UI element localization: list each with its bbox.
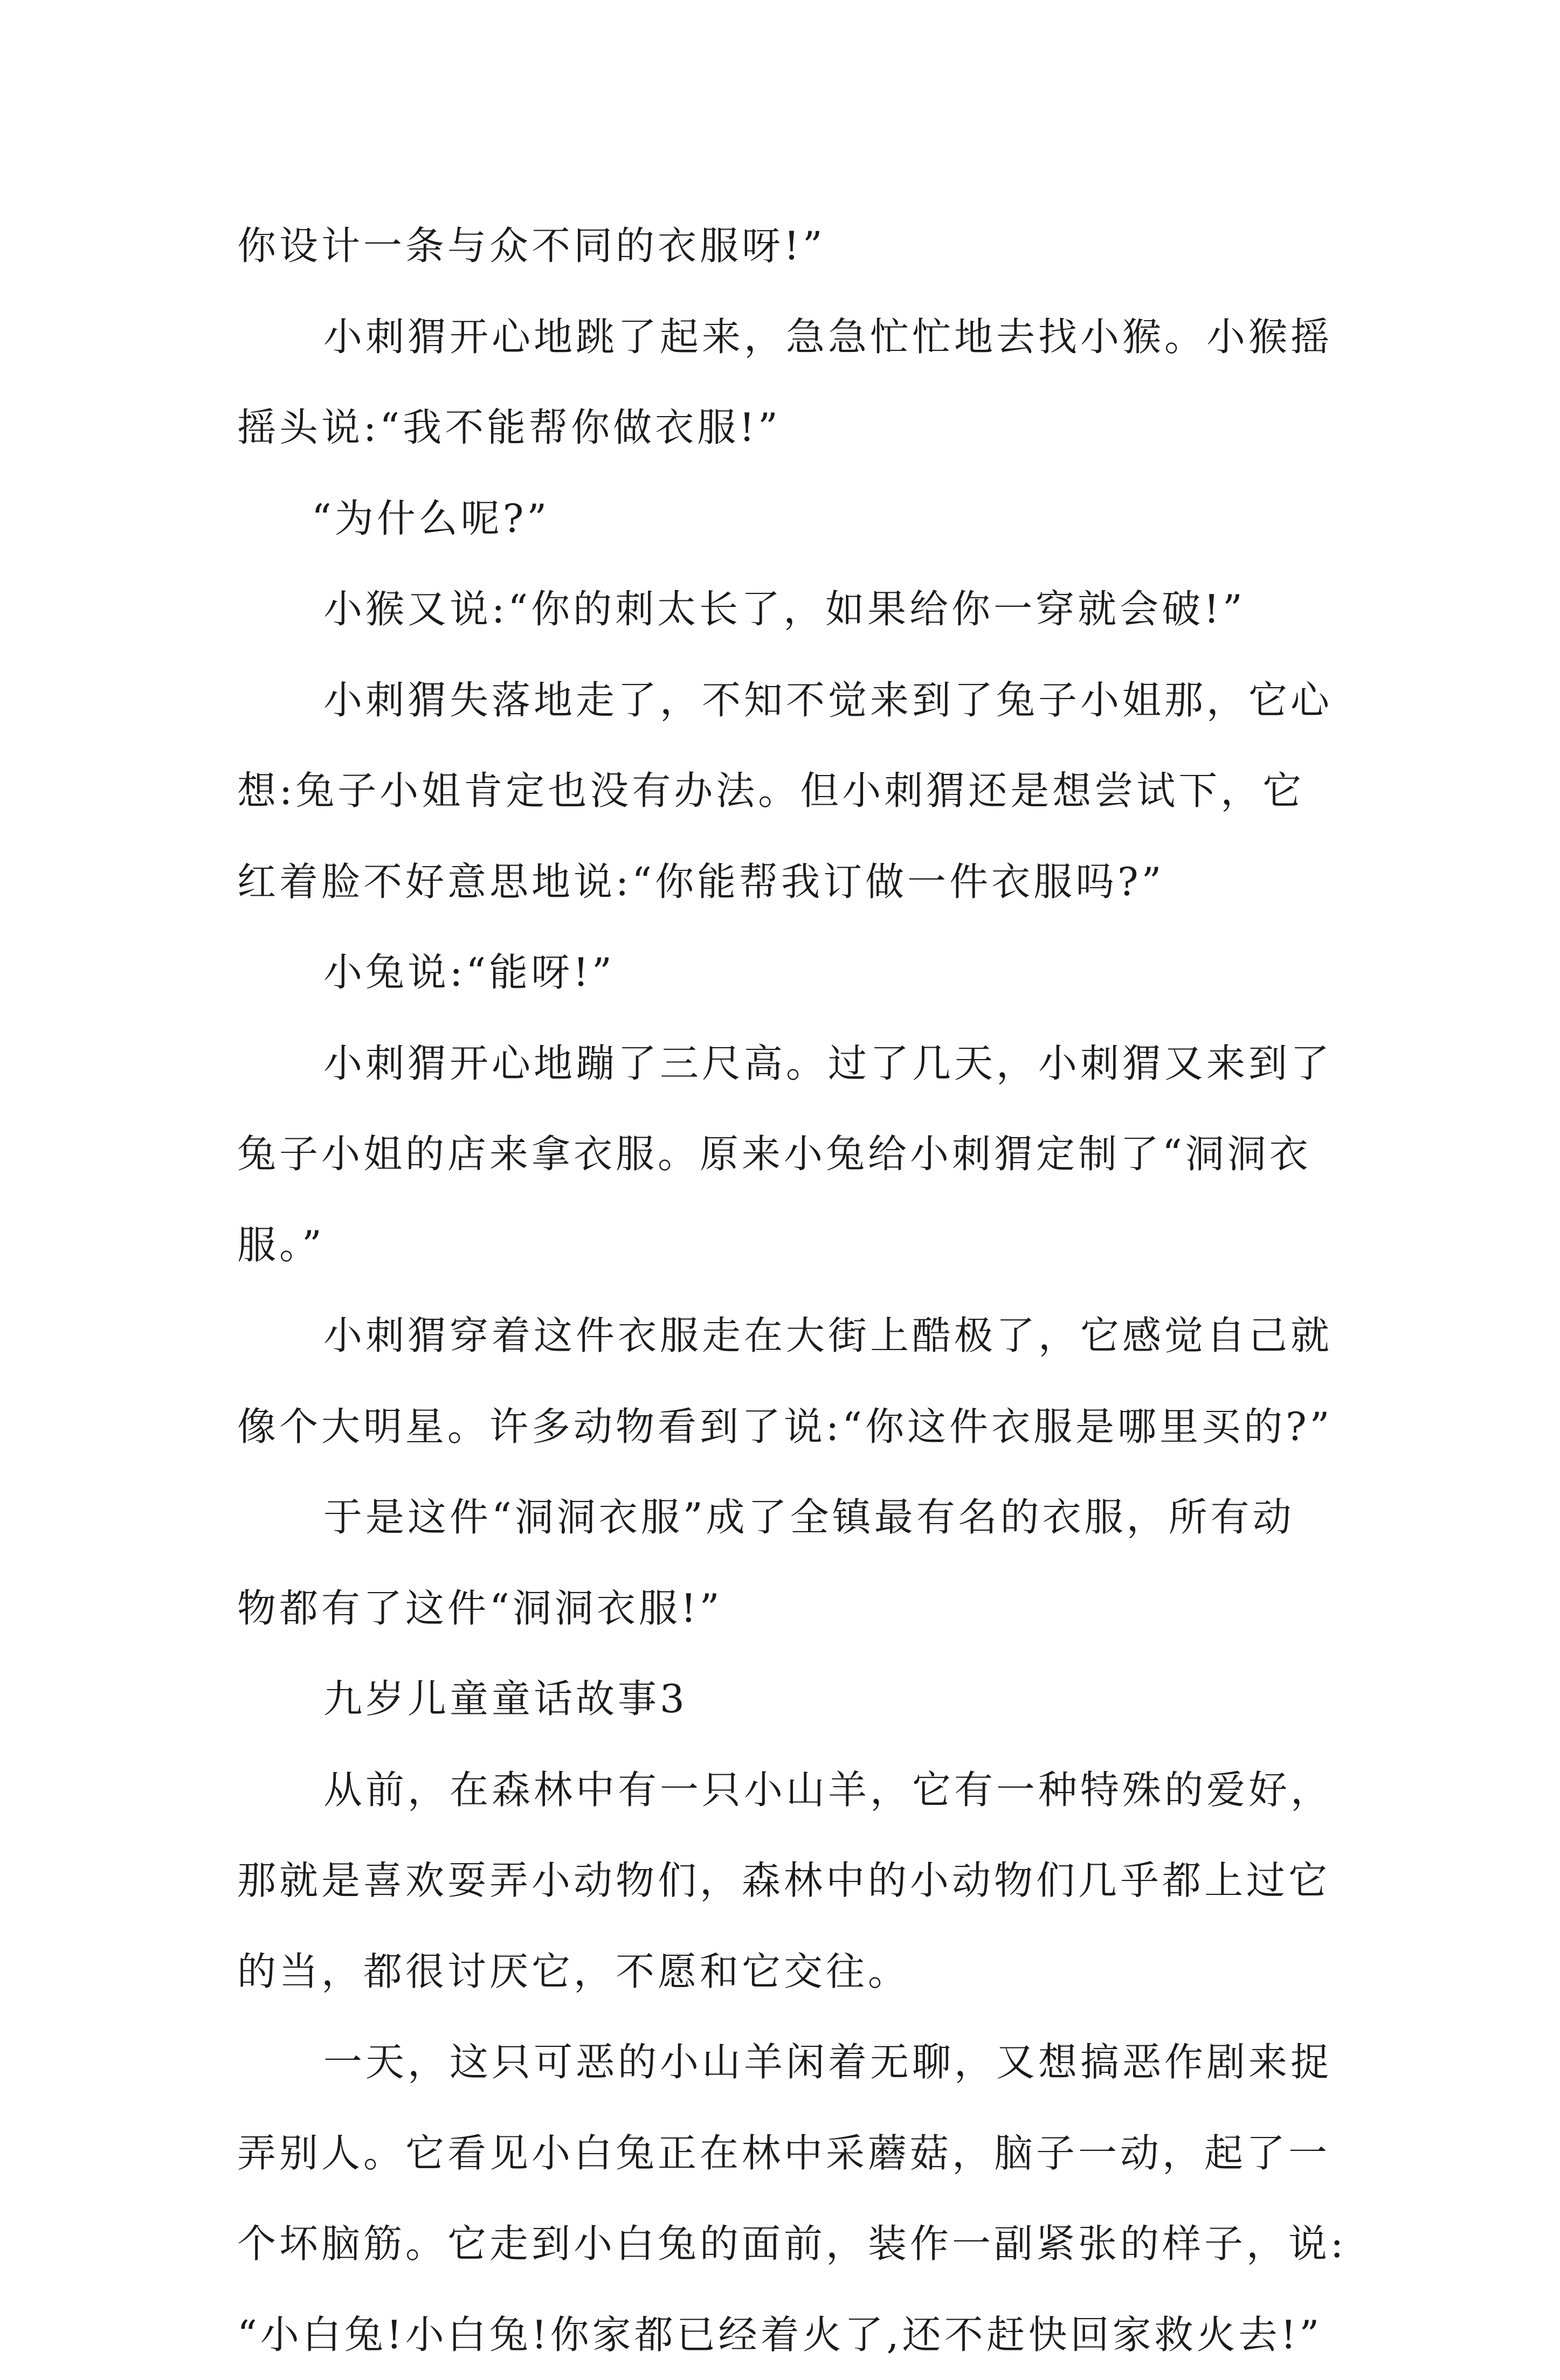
text-line: 红着脸不好意思地说:“你能帮我订做一件衣服吗?” bbox=[237, 836, 1348, 928]
paragraph-line: 一天，这只可恶的小山羊闲着无聊，又想搞恶作剧来捉 bbox=[237, 2017, 1348, 2108]
text-line: 个坏脑筋。它走到小白兔的面前，装作一副紧张的样子，说: bbox=[237, 2198, 1348, 2289]
paragraph-line: 小兔说:“能呀!” bbox=[237, 927, 1348, 1018]
paragraph-line: 小刺猬穿着这件衣服走在大街上酷极了，它感觉自己就 bbox=[237, 1290, 1348, 1381]
text-line: 你设计一条与众不同的衣服呀!” bbox=[237, 200, 1348, 292]
paragraph-line: 小刺猬开心地跳了起来，急急忙忙地去找小猴。小猴摇 bbox=[237, 292, 1348, 383]
paragraph-line: 小刺猬开心地蹦了三尺高。过了几天，小刺猬又来到了 bbox=[237, 1018, 1348, 1109]
section-heading: 九岁儿童童话故事3 bbox=[237, 1653, 1348, 1745]
text-line: 想:兔子小姐肯定也没有办法。但小刺猬还是想尝试下，它 bbox=[237, 745, 1348, 836]
text-line: “小白兔!小白兔!你家都已经着火了,还不赶快回家救火去!” bbox=[237, 2289, 1348, 2380]
text-line: 兔子小姐的店来拿衣服。原来小兔给小刺猬定制了“洞洞衣 bbox=[237, 1109, 1348, 1200]
text-line: 物都有了这件“洞洞衣服!” bbox=[237, 1563, 1348, 1654]
text-line: 弄别人。它看见小白兔正在林中采蘑菇，脑子一动，起了一 bbox=[237, 2108, 1348, 2199]
text-line: 服。” bbox=[237, 1200, 1348, 1291]
text-line: 像个大明星。许多动物看到了说:“你这件衣服是哪里买的?” bbox=[237, 1381, 1348, 1472]
story-text bbox=[237, 200, 1348, 2380]
text-line: 摇头说:“我不能帮你做衣服!” bbox=[237, 382, 1348, 473]
paragraph-line: 从前，在森林中有一只小山羊，它有一种特殊的爱好， bbox=[237, 1745, 1348, 1836]
paragraph-line: 小刺猬失落地走了，不知不觉来到了兔子小姐那，它心 bbox=[237, 655, 1348, 746]
paragraph-line: 于是这件“洞洞衣服”成了全镇最有名的衣服，所有动 bbox=[237, 1472, 1348, 1563]
text-line: 那就是喜欢耍弄小动物们，森林中的小动物们几乎都上过它 bbox=[237, 1835, 1348, 1926]
paragraph-line: 小猴又说:“你的刺太长了，如果给你一穿就会破!” bbox=[237, 564, 1348, 655]
text-line: 的当，都很讨厌它，不愿和它交往。 bbox=[237, 1926, 1348, 2017]
paragraph-line: “为什么呢?” bbox=[237, 473, 1348, 564]
